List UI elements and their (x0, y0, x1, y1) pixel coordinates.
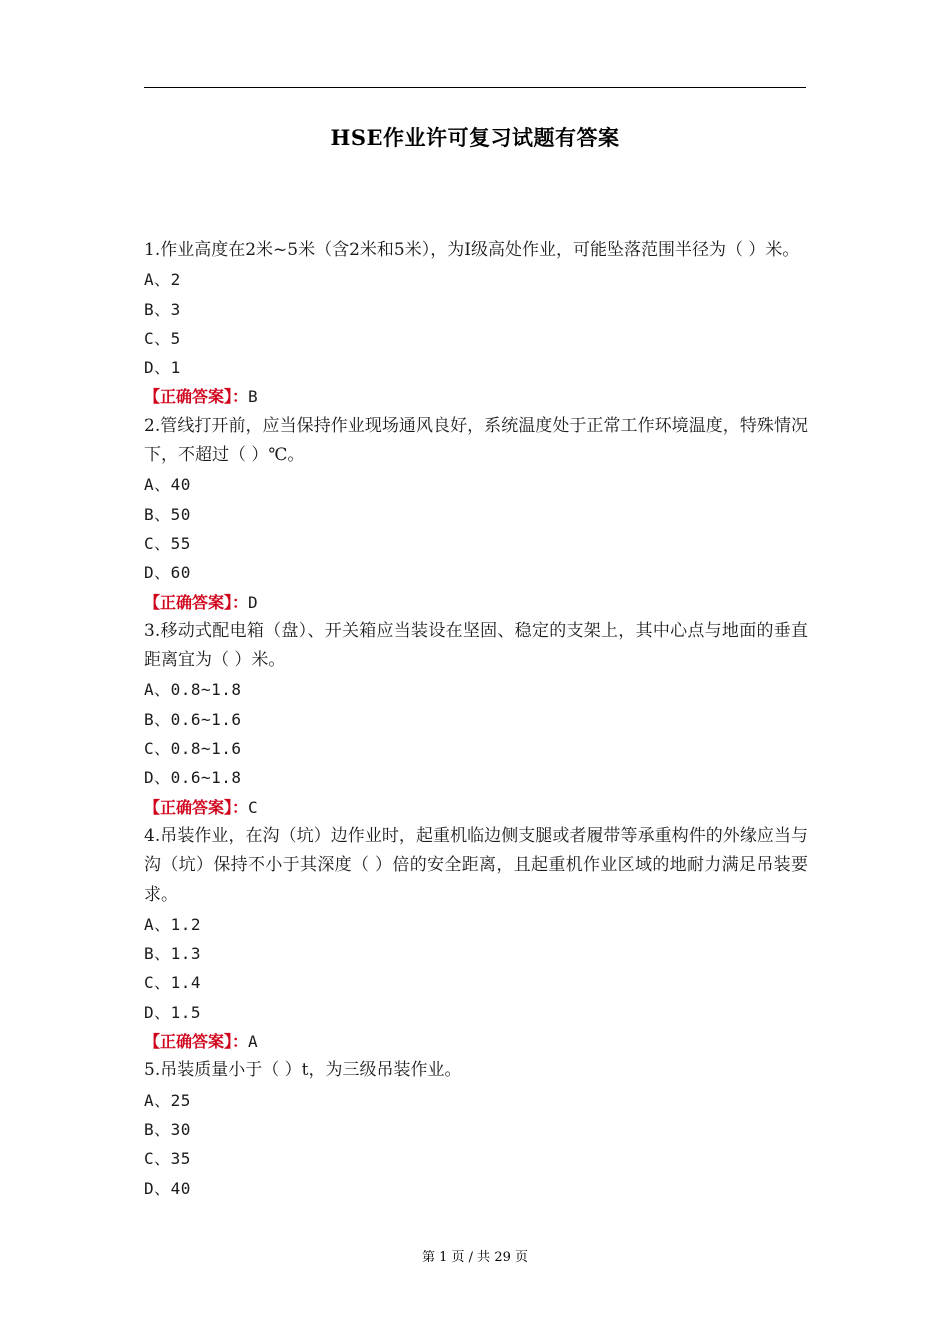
answer-label: 【正确答案】： (144, 387, 249, 407)
answer-label: 【正确答案】： (144, 797, 249, 817)
option: A、1.2 (144, 914, 202, 934)
answer-value: A (248, 1032, 258, 1052)
question-stem: 1.作业高度在2米~5米（含2米和5米），为Ⅰ级高处作业，可能坠落范围半径为（ ）米。 (144, 240, 800, 260)
option: D、1.5 (144, 1002, 202, 1022)
option: C、1.4 (144, 973, 202, 993)
document-title: HSE作业许可复习试题有答案 (330, 125, 620, 150)
answer-value: C (248, 797, 258, 817)
header-rule (144, 87, 806, 88)
answer-value: B (248, 387, 258, 407)
answer-line (144, 382, 808, 411)
option: C、5 (144, 328, 181, 348)
question-stem: 4.吊装作业，在沟（坑）边作业时，起重机临边侧支腿或者履带等承重构件的外缘应当与沟（坑）保持不小于其深度（ ）倍的安全距离，且起重机作业区域的地耐力满足吊装要求。 (144, 825, 808, 905)
option: D、40 (144, 1178, 191, 1198)
option: C、0.8~1.6 (144, 739, 242, 759)
option: D、0.6~1.8 (144, 768, 242, 788)
answer-value: D (248, 592, 258, 612)
question-list (144, 236, 808, 1203)
option: B、3 (144, 299, 181, 319)
option: C、55 (144, 533, 191, 553)
option: B、1.3 (144, 944, 202, 964)
option: B、0.6~1.6 (144, 709, 242, 729)
answer-line (144, 588, 808, 617)
option: B、50 (144, 504, 191, 524)
answer-line (144, 793, 808, 822)
option: B、30 (144, 1119, 191, 1139)
option: D、1 (144, 358, 181, 378)
answer-label: 【正确答案】： (144, 592, 249, 612)
answer-label: 【正确答案】： (144, 1032, 249, 1052)
option: C、35 (144, 1149, 191, 1169)
option: A、25 (144, 1090, 191, 1110)
question-stem: 5.吊装质量小于（ ）t，为三级吊装作业。 (144, 1060, 462, 1081)
option: A、2 (144, 270, 181, 290)
option: D、60 (144, 563, 191, 583)
option: A、40 (144, 475, 191, 495)
question-stem: 2.管线打开前，应当保持作业现场通风良好，系统温度处于正常工作环境温度，特殊情况下，不超过（ ）℃。 (144, 415, 808, 466)
answer-line (144, 1027, 808, 1056)
question-stem: 3.移动式配电箱（盘）、开关箱应当装设在坚固、稳定的支架上，其中心点与地面的垂直距离宜为（ ）米。 (144, 620, 808, 671)
option: A、0.8~1.8 (144, 680, 242, 700)
page-footer: 第 1 页 / 共 29 页 (422, 1250, 528, 1265)
